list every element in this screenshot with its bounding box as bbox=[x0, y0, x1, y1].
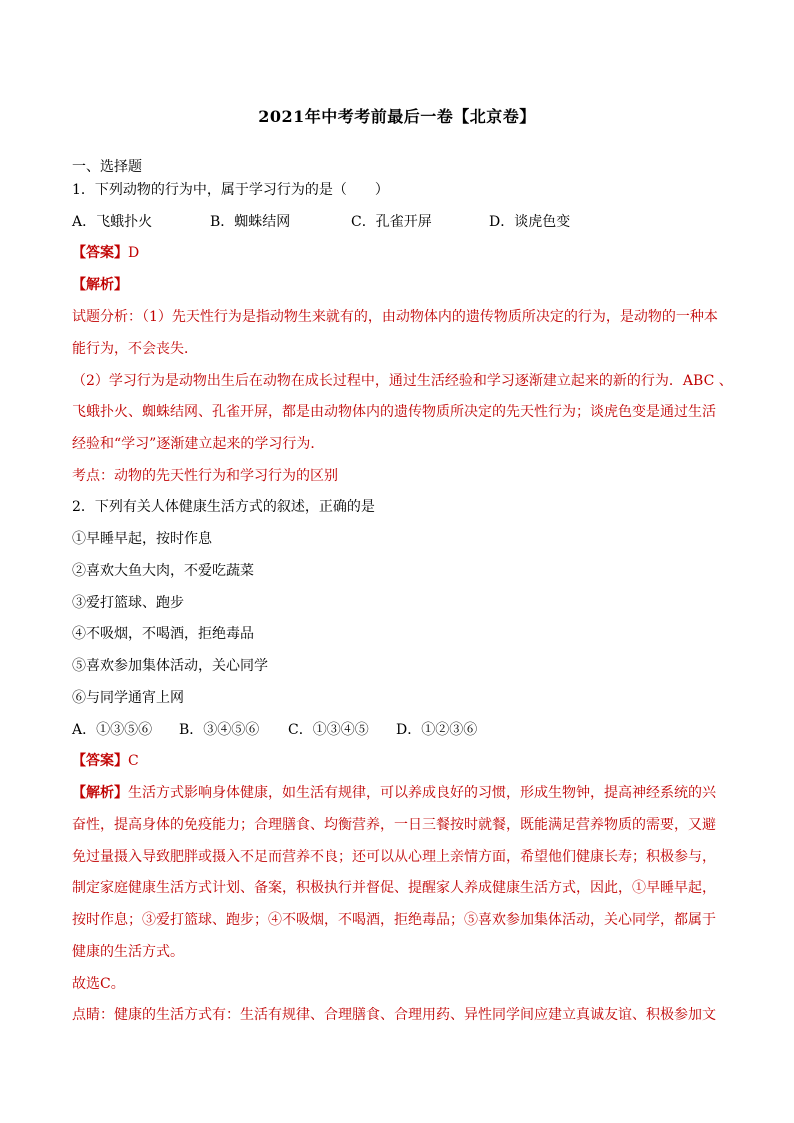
q1-analysis-line: 经验和“学习”逐渐建立起来的学习行为． bbox=[72, 436, 325, 452]
question-1-answer bbox=[72, 243, 139, 263]
section-heading: 一、选择题 bbox=[72, 159, 142, 175]
question-1-analysis-label: 【解析】 bbox=[72, 277, 128, 293]
q1-option-d: D．谈虎色变 bbox=[489, 214, 571, 230]
question-1-options bbox=[72, 212, 570, 232]
answer-label: 【答案】 bbox=[72, 753, 128, 769]
answer-value: D bbox=[128, 245, 140, 261]
q2-statement: ④不吸烟，不喝酒，拒绝毒品 bbox=[72, 626, 254, 642]
q2-option-b: B．③④⑤⑥ bbox=[179, 722, 260, 738]
q2-option-a: A．①③⑤⑥ bbox=[72, 722, 153, 738]
q2-analysis-line: 免过量摄入导致肥胖或摄入不足而营养不良；还可以从心理上亲情方面，希望他们健康长寿；积极参与， bbox=[72, 849, 716, 865]
q2-statement: ③爱打篮球、跑步 bbox=[72, 595, 184, 611]
question-2-analysis-first-line bbox=[72, 783, 716, 803]
question-2-options bbox=[72, 720, 477, 740]
q2-analysis-line: 按时作息；③爱打篮球、跑步；④不吸烟，不喝酒，拒绝毒品；⑤喜欢参加集体活动，关心同学，都属于 bbox=[72, 912, 716, 928]
question-1-kaodian: 考点：动物的先天性行为和学习行为的区别 bbox=[72, 468, 338, 484]
q2-statement: ⑤喜欢参加集体活动，关心同学 bbox=[72, 658, 268, 674]
question-2-answer bbox=[72, 751, 139, 771]
answer-label: 【答案】 bbox=[72, 245, 128, 261]
q1-option-c: C．孔雀开屏 bbox=[351, 214, 432, 230]
q1-analysis-line: 能行为，不会丧失． bbox=[72, 341, 198, 357]
q1-option-b: B．蜘蛛结网 bbox=[210, 214, 291, 230]
q2-statement: ①早睡早起，按时作息 bbox=[72, 531, 212, 547]
analysis-label: 【解析】 bbox=[72, 785, 128, 801]
question-2-dianjing: 点睛：健康的生活方式有：生活有规律、合理膳食、合理用药、异性同学间应建立真诚友谊、积极参加文 bbox=[72, 1007, 716, 1023]
question-2-stem: 2．下列有关人体健康生活方式的叙述，正确的是 bbox=[72, 499, 375, 515]
analysis-text: 生活方式影响身体健康，如生活有规律，可以养成良好的习惯，形成生物钟，提高神经系统的兴 bbox=[128, 785, 716, 801]
q1-option-a: A．飞蛾扑火 bbox=[72, 214, 153, 230]
q2-statement: ②喜欢大鱼大肉，不爱吃蔬菜 bbox=[72, 563, 254, 579]
q2-option-c: C．①③④⑤ bbox=[288, 722, 369, 738]
q1-analysis-line: 试题分析：（1）先天性行为是指动物生来就有的，由动物体内的遗传物质所决定的行为，是动物的一种本 bbox=[72, 309, 718, 325]
q1-analysis-line: 飞蛾扑火、蜘蛛结网、孔雀开屏，都是由动物体内的遗传物质所决定的先天性行为；谈虎色变是通过生活 bbox=[72, 404, 716, 420]
q2-analysis-line: 奋性，提高身体的免疫能力；合理膳食、均衡营养，一日三餐按时就餐，既能满足营养物质的需要，又避 bbox=[72, 817, 716, 833]
q2-statement: ⑥与同学通宵上网 bbox=[72, 690, 184, 706]
question-1-stem: 1．下列动物的行为中，属于学习行为的是（ ） bbox=[72, 182, 389, 198]
q2-analysis-line: 制定家庭健康生活方式计划、备案，积极执行并督促、提醒家人养成健康生活方式，因此，①早睡早起， bbox=[72, 880, 716, 896]
answer-value: C bbox=[128, 753, 139, 769]
question-2-conclusion: 故选C。 bbox=[72, 976, 125, 992]
q1-analysis-line: （2）学习行为是动物出生后在动物在成长过程中，通过生活经验和学习逐渐建立起来的新的行为．ABC 、 bbox=[72, 373, 733, 389]
q2-option-d: D．①②③⑥ bbox=[396, 722, 478, 738]
q2-analysis-line: 健康的生活方式。 bbox=[72, 944, 184, 960]
page-title: 2021年中考考前最后一卷【北京卷】 bbox=[258, 107, 536, 126]
